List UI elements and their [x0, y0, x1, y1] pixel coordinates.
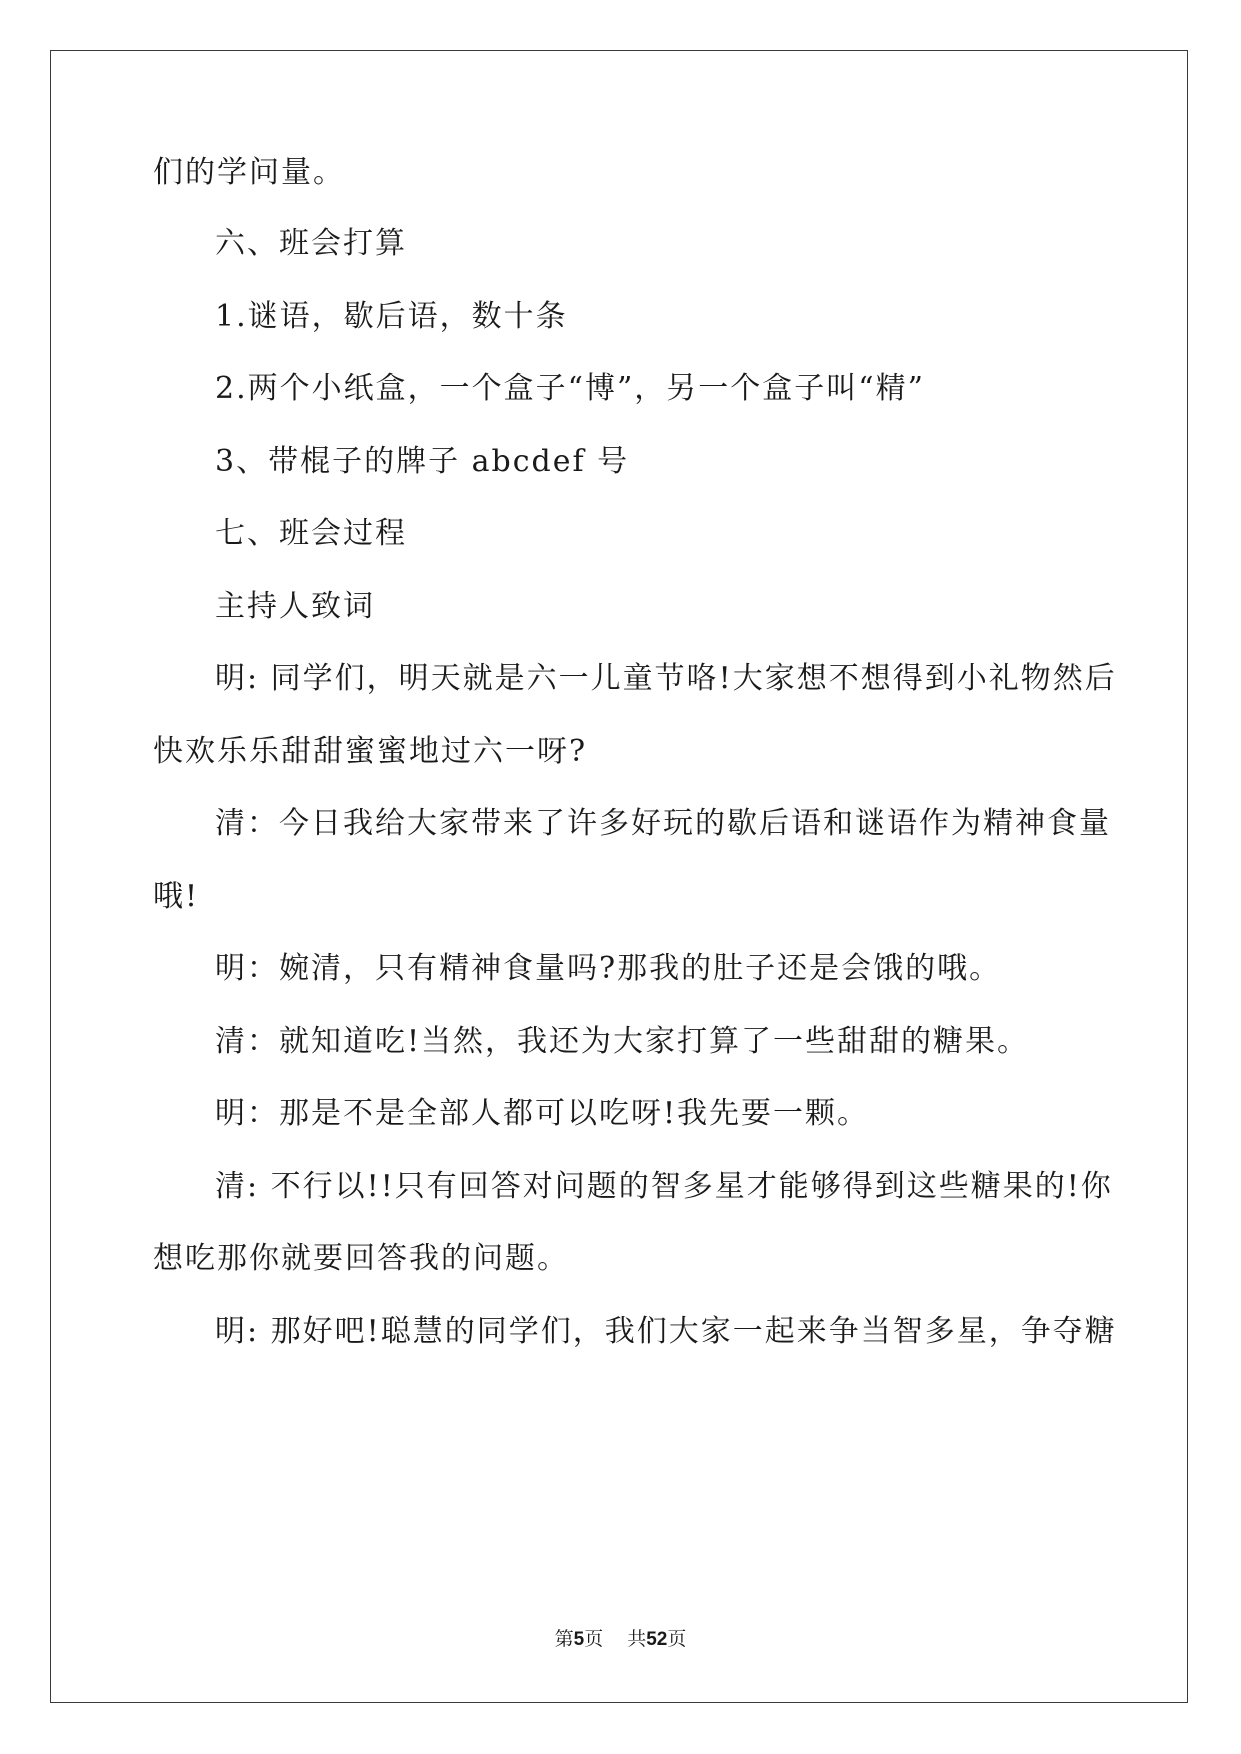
paragraph-line: 主持人致词	[215, 589, 375, 624]
paragraph-line: 清：就知道吃!当然，我还为大家打算了一些甜甜的糖果。	[215, 1024, 1030, 1059]
paragraph-line: 明：那是不是全部人都可以吃呀!我先要一颗。	[215, 1096, 870, 1131]
paragraph-line: 清：今日我给大家带来了许多好玩的歇后语和谜语作为精神食量	[215, 806, 1111, 841]
paragraph-line: 明: 同学们，明天就是六一儿童节咯!大家想不想得到小礼物然后	[215, 661, 1117, 696]
paragraph-line: 哦!	[153, 879, 200, 914]
section-heading: 七、班会过程	[215, 516, 407, 551]
paragraph-line: 明: 那好吧!聪慧的同学们，我们大家一起来争当智多星，争夺糖	[215, 1314, 1117, 1349]
list-item: 3、带棍子的牌子 abcdef 号	[215, 444, 630, 479]
paragraph-line: 们的学问量。	[153, 155, 345, 190]
total-page-number: 52	[646, 1629, 668, 1650]
list-item: 2.两个小纸盒，一个盒子“博”，另一个盒子叫“精”	[215, 371, 925, 406]
total-suffix: 页	[667, 1628, 687, 1650]
paragraph-line: 清: 不行以!!只有回答对问题的智多星才能够得到这些糖果的!你	[215, 1169, 1113, 1204]
page-footer	[0, 1626, 1241, 1653]
paragraph-line: 明：婉清，只有精神食量吗?那我的肚子还是会饿的哦。	[215, 951, 1002, 986]
total-prefix: 共	[627, 1628, 647, 1650]
current-page-number: 5	[573, 1629, 585, 1650]
paragraph-line: 快欢乐乐甜甜蜜蜜地过六一呀?	[153, 734, 588, 769]
paragraph-line: 想吃那你就要回答我的问题。	[153, 1241, 569, 1276]
list-item: 1.谜语，歇后语，数十条	[215, 299, 568, 334]
page-suffix: 页	[584, 1628, 604, 1650]
page-prefix: 第	[554, 1628, 574, 1650]
section-heading: 六、班会打算	[215, 226, 407, 261]
